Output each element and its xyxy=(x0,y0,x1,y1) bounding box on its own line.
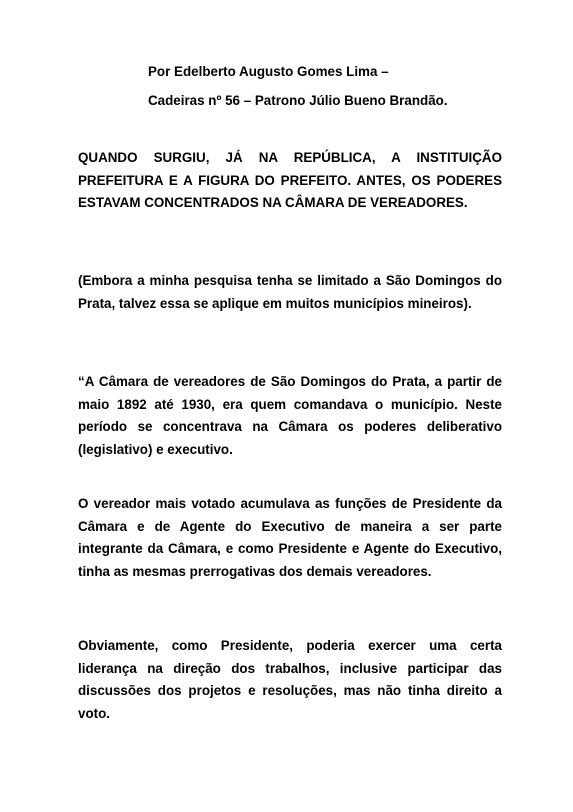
paragraph-research-note: (Embora a minha pesquisa tenha se limitado a São Domingos do Prata, talvez essa se aplique em muitos municípios mineiros). xyxy=(78,273,502,311)
author-line: Por Edelberto Augusto Gomes Lima – xyxy=(148,64,389,79)
paragraph-camara-quote: “A Câmara de vereadores de São Domingos do Prata, a partir de maio 1892 até 1930, era quem comandava o município. Neste período se concentrava na Câmara os poderes deliberativo (legislativo) e executivo. xyxy=(78,374,502,457)
paragraph-vereador-functions: O vereador mais votado acumulava as funções de Presidente da Câmara e de Agente do Executivo de maneira a ser parte integrante da Câmara, e como Presidente e Agente do Executivo, tinha as mesmas prerrogativas dos demais vereadores. xyxy=(78,496,502,579)
chair-patron-line: Cadeiras nº 56 – Patrono Júlio Bueno Brandão. xyxy=(148,93,448,108)
paragraph-presidente-role: Obviamente, como Presidente, poderia exercer uma certa liderança na direção dos trabalhos, inclusive participar das discussões dos projetos e resoluções, mas não tinha direito a voto. xyxy=(78,638,502,721)
paragraph-heading-caps: QUANDO SURGIU, JÁ NA REPÚBLICA, A INSTITUIÇÃO PREFEITURA E A FIGURA DO PREFEITO. ANTES, OS PODERES ESTAVAM CONCENTRADOS NA CÂMARA DE VEREADORES. xyxy=(78,150,502,210)
